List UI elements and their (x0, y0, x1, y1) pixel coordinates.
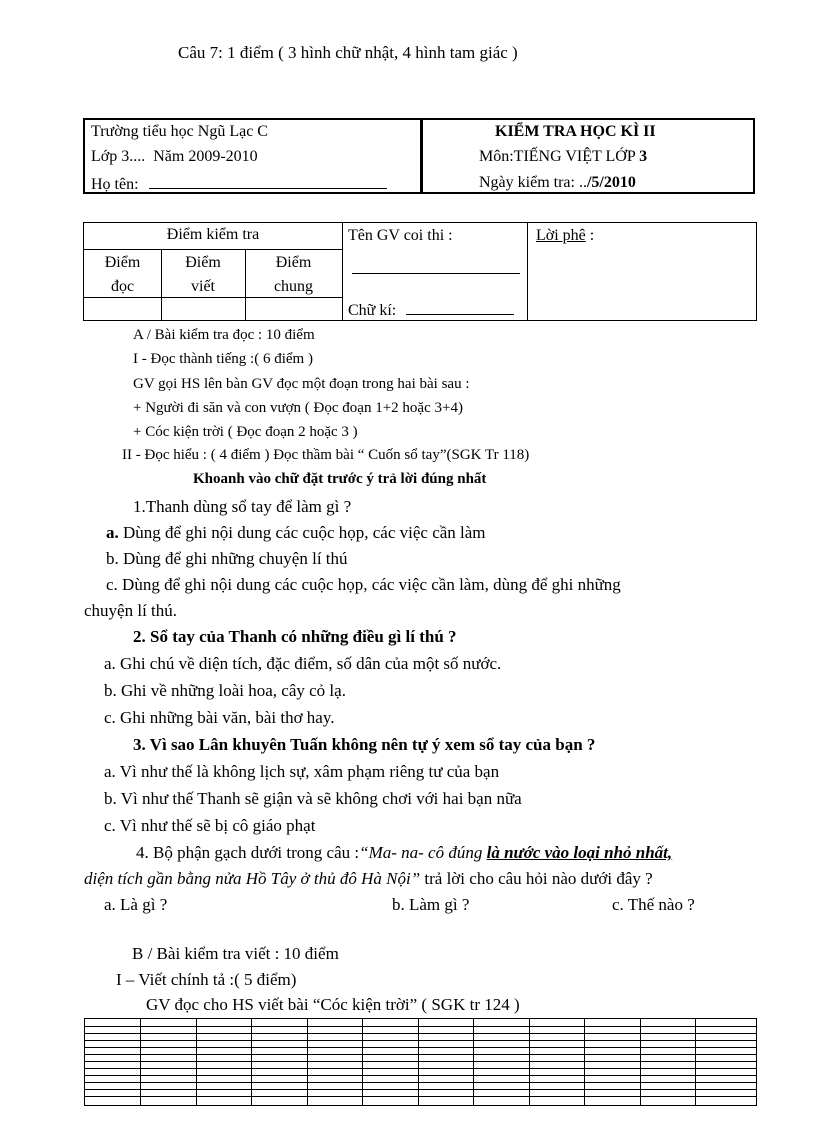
table-divider (342, 223, 343, 320)
grid-line (196, 1019, 197, 1105)
grid-line (584, 1019, 585, 1105)
grid-line (85, 1082, 756, 1083)
comment-colon: : (585, 227, 595, 244)
grid-line (640, 1019, 641, 1105)
question-1-option-c-continued: chuyện lí thú. (84, 601, 178, 620)
header-divider (420, 120, 423, 192)
part-a-title: A / Bài kiểm tra đọc : 10 điểm (133, 327, 315, 343)
writing-grid[interactable] (84, 1018, 757, 1106)
question-4-suffix: trả lời cho câu hỏi nào dưới đây ? (420, 869, 653, 888)
reading-aloud-heading: I - Đọc thành tiếng :( 6 điểm ) (133, 351, 313, 367)
grid-line (85, 1026, 756, 1027)
grid-line (695, 1019, 696, 1105)
total-score-label: Điểm (275, 254, 312, 271)
grid-line (85, 1075, 756, 1076)
reading-score-label: đọc (110, 278, 135, 295)
option-text: Dùng để ghi nội dung các cuộc họp, các việc cần làm (118, 523, 486, 542)
comment-label: Lời phê (536, 227, 586, 244)
score-table (83, 222, 757, 321)
question-3-option-b[interactable]: b. Vì như thế Thanh sẽ giận và sẽ không chơi với hai bạn nữa (104, 789, 522, 808)
grid-line (529, 1019, 530, 1105)
grid-line (85, 1040, 756, 1041)
date-prefix: Ngày kiểm tra: .. (479, 174, 587, 191)
table-divider (527, 223, 528, 320)
reading-passage-2: + Cóc kiện trời ( Đọc đoạn 2 hoặc 3 ) (133, 424, 358, 440)
subject-grade: 3 (639, 148, 648, 165)
writing-score-cell[interactable] (162, 298, 244, 319)
option-letter: a. (106, 523, 119, 542)
exam-header-box (83, 118, 755, 194)
class-year (91, 148, 258, 166)
question-4-continued (84, 869, 653, 889)
grid-line (251, 1019, 252, 1105)
scores-title: Điểm kiểm tra (166, 226, 260, 243)
question-4 (136, 843, 672, 863)
question-1: 1.Thanh dùng sổ tay để làm gì ? (133, 497, 352, 516)
question-4-option-a[interactable]: a. Là gì ? (104, 895, 168, 914)
reading-passage-1: + Người đi săn và con vượn ( Đọc đoạn 1+2 hoặc 3+4) (133, 400, 463, 416)
grid-line (85, 1089, 756, 1090)
name-blank[interactable] (149, 174, 387, 189)
writing-score-label: viết (191, 278, 215, 295)
dictation-heading: I – Viết chính tả :( 5 điểm) (116, 970, 297, 989)
question-2: 2. Sổ tay của Thanh có những điều gì lí thú ? (133, 627, 457, 646)
question-3-option-a[interactable]: a. Vì như thế là không lịch sự, xâm phạm riêng tư của bạn (104, 762, 500, 781)
student-name-row (91, 174, 387, 194)
grid-line (307, 1019, 308, 1105)
reading-score-header (84, 251, 161, 299)
question-2-option-c[interactable]: c. Ghi những bài văn, bài thơ hay. (104, 708, 335, 727)
comprehension-heading: II - Đọc hiểu : ( 4 điểm ) Đọc thầm bài “ Cuốn sổ tay”(SGK Tr 118) (122, 447, 530, 463)
grid-line (473, 1019, 474, 1105)
grid-line (85, 1061, 756, 1062)
table-divider (84, 249, 342, 250)
grid-line (85, 1033, 756, 1034)
reading-score-cell[interactable] (85, 298, 160, 319)
question-1-option-a[interactable] (106, 523, 486, 543)
question-1-option-b[interactable]: b. Dùng để ghi những chuyện lí thú (106, 549, 348, 568)
question-4-option-b[interactable]: b. Làm gì ? (392, 895, 470, 914)
answer-direction: Khoanh vào chữ đặt trước ý trả lời đúng nhất (193, 471, 487, 487)
teacher-label: Tên GV coi thi : (348, 227, 453, 244)
grid-line (418, 1019, 419, 1105)
exam-date (479, 174, 636, 192)
question-4-prefix: 4. Bộ phận gạch dưới trong câu : (136, 843, 360, 862)
comment-row (536, 227, 594, 245)
top-note: Câu 7: 1 điểm ( 3 hình chữ nhật, 4 hình tam giác ) (178, 43, 518, 62)
dictation-instruction: GV đọc cho HS viết bài “Cóc kiện trời” ( SGK tr 124 ) (146, 995, 520, 1014)
part-b-title: B / Bài kiểm tra viết : 10 điểm (132, 944, 339, 963)
grid-line (140, 1019, 141, 1105)
signature-blank[interactable] (406, 301, 514, 315)
reading-score-label: Điểm (104, 254, 141, 271)
teacher-name-blank[interactable] (352, 273, 520, 274)
question-1-option-c[interactable]: c. Dùng để ghi nội dung các cuộc họp, các việc cần làm, dùng để ghi những (106, 575, 621, 594)
writing-score-header (161, 251, 245, 299)
grid-line (85, 1068, 756, 1069)
date-value: /5/2010 (586, 174, 636, 191)
name-label: Họ tên: (91, 176, 139, 193)
subject-prefix: Môn:TIẾNG VIỆT LỚP (479, 148, 640, 165)
total-score-header (245, 251, 342, 299)
writing-score-label: Điểm (185, 254, 221, 271)
question-2-option-a[interactable]: a. Ghi chú về diện tích, đặc điểm, số dân của một số nước. (104, 654, 502, 673)
question-4-option-c[interactable]: c. Thế nào ? (612, 895, 695, 914)
question-4-underlined-part: là nước vào loại nhỏ nhất, (486, 843, 673, 862)
class-label: Lớp 3.... (91, 148, 150, 165)
question-4-quote-continued: diện tích gần bằng nửa Hồ Tây ở thủ đô Hà Nội” (84, 869, 421, 888)
school-name: Trường tiểu học Ngũ Lạc C (91, 123, 268, 140)
exam-title: KIỂM TRA HỌC KÌ II (495, 123, 656, 140)
question-3-option-c[interactable]: c. Vì như thế sẽ bị cô giáo phạt (104, 816, 316, 835)
question-2-option-b[interactable]: b. Ghi về những loài hoa, cây cỏ lạ. (104, 681, 346, 700)
total-score-label: chung (273, 278, 314, 295)
question-3: 3. Vì sao Lân khuyên Tuấn không nên tự ý xem sổ tay của bạn ? (133, 735, 596, 754)
grid-line (362, 1019, 363, 1105)
grid-line (85, 1096, 756, 1097)
school-year: Năm 2009-2010 (153, 148, 258, 165)
reading-instruction: GV gọi HS lên bàn GV đọc một đoạn trong hai bài sau : (133, 376, 470, 392)
subject-line (479, 148, 647, 166)
grid-line (85, 1047, 756, 1048)
grid-line (85, 1054, 756, 1055)
signature-row (348, 301, 514, 320)
signature-label: Chữ kí: (348, 302, 397, 319)
question-4-quote: “Ma- na- cô đúng (359, 843, 487, 862)
total-score-cell[interactable] (246, 298, 341, 319)
